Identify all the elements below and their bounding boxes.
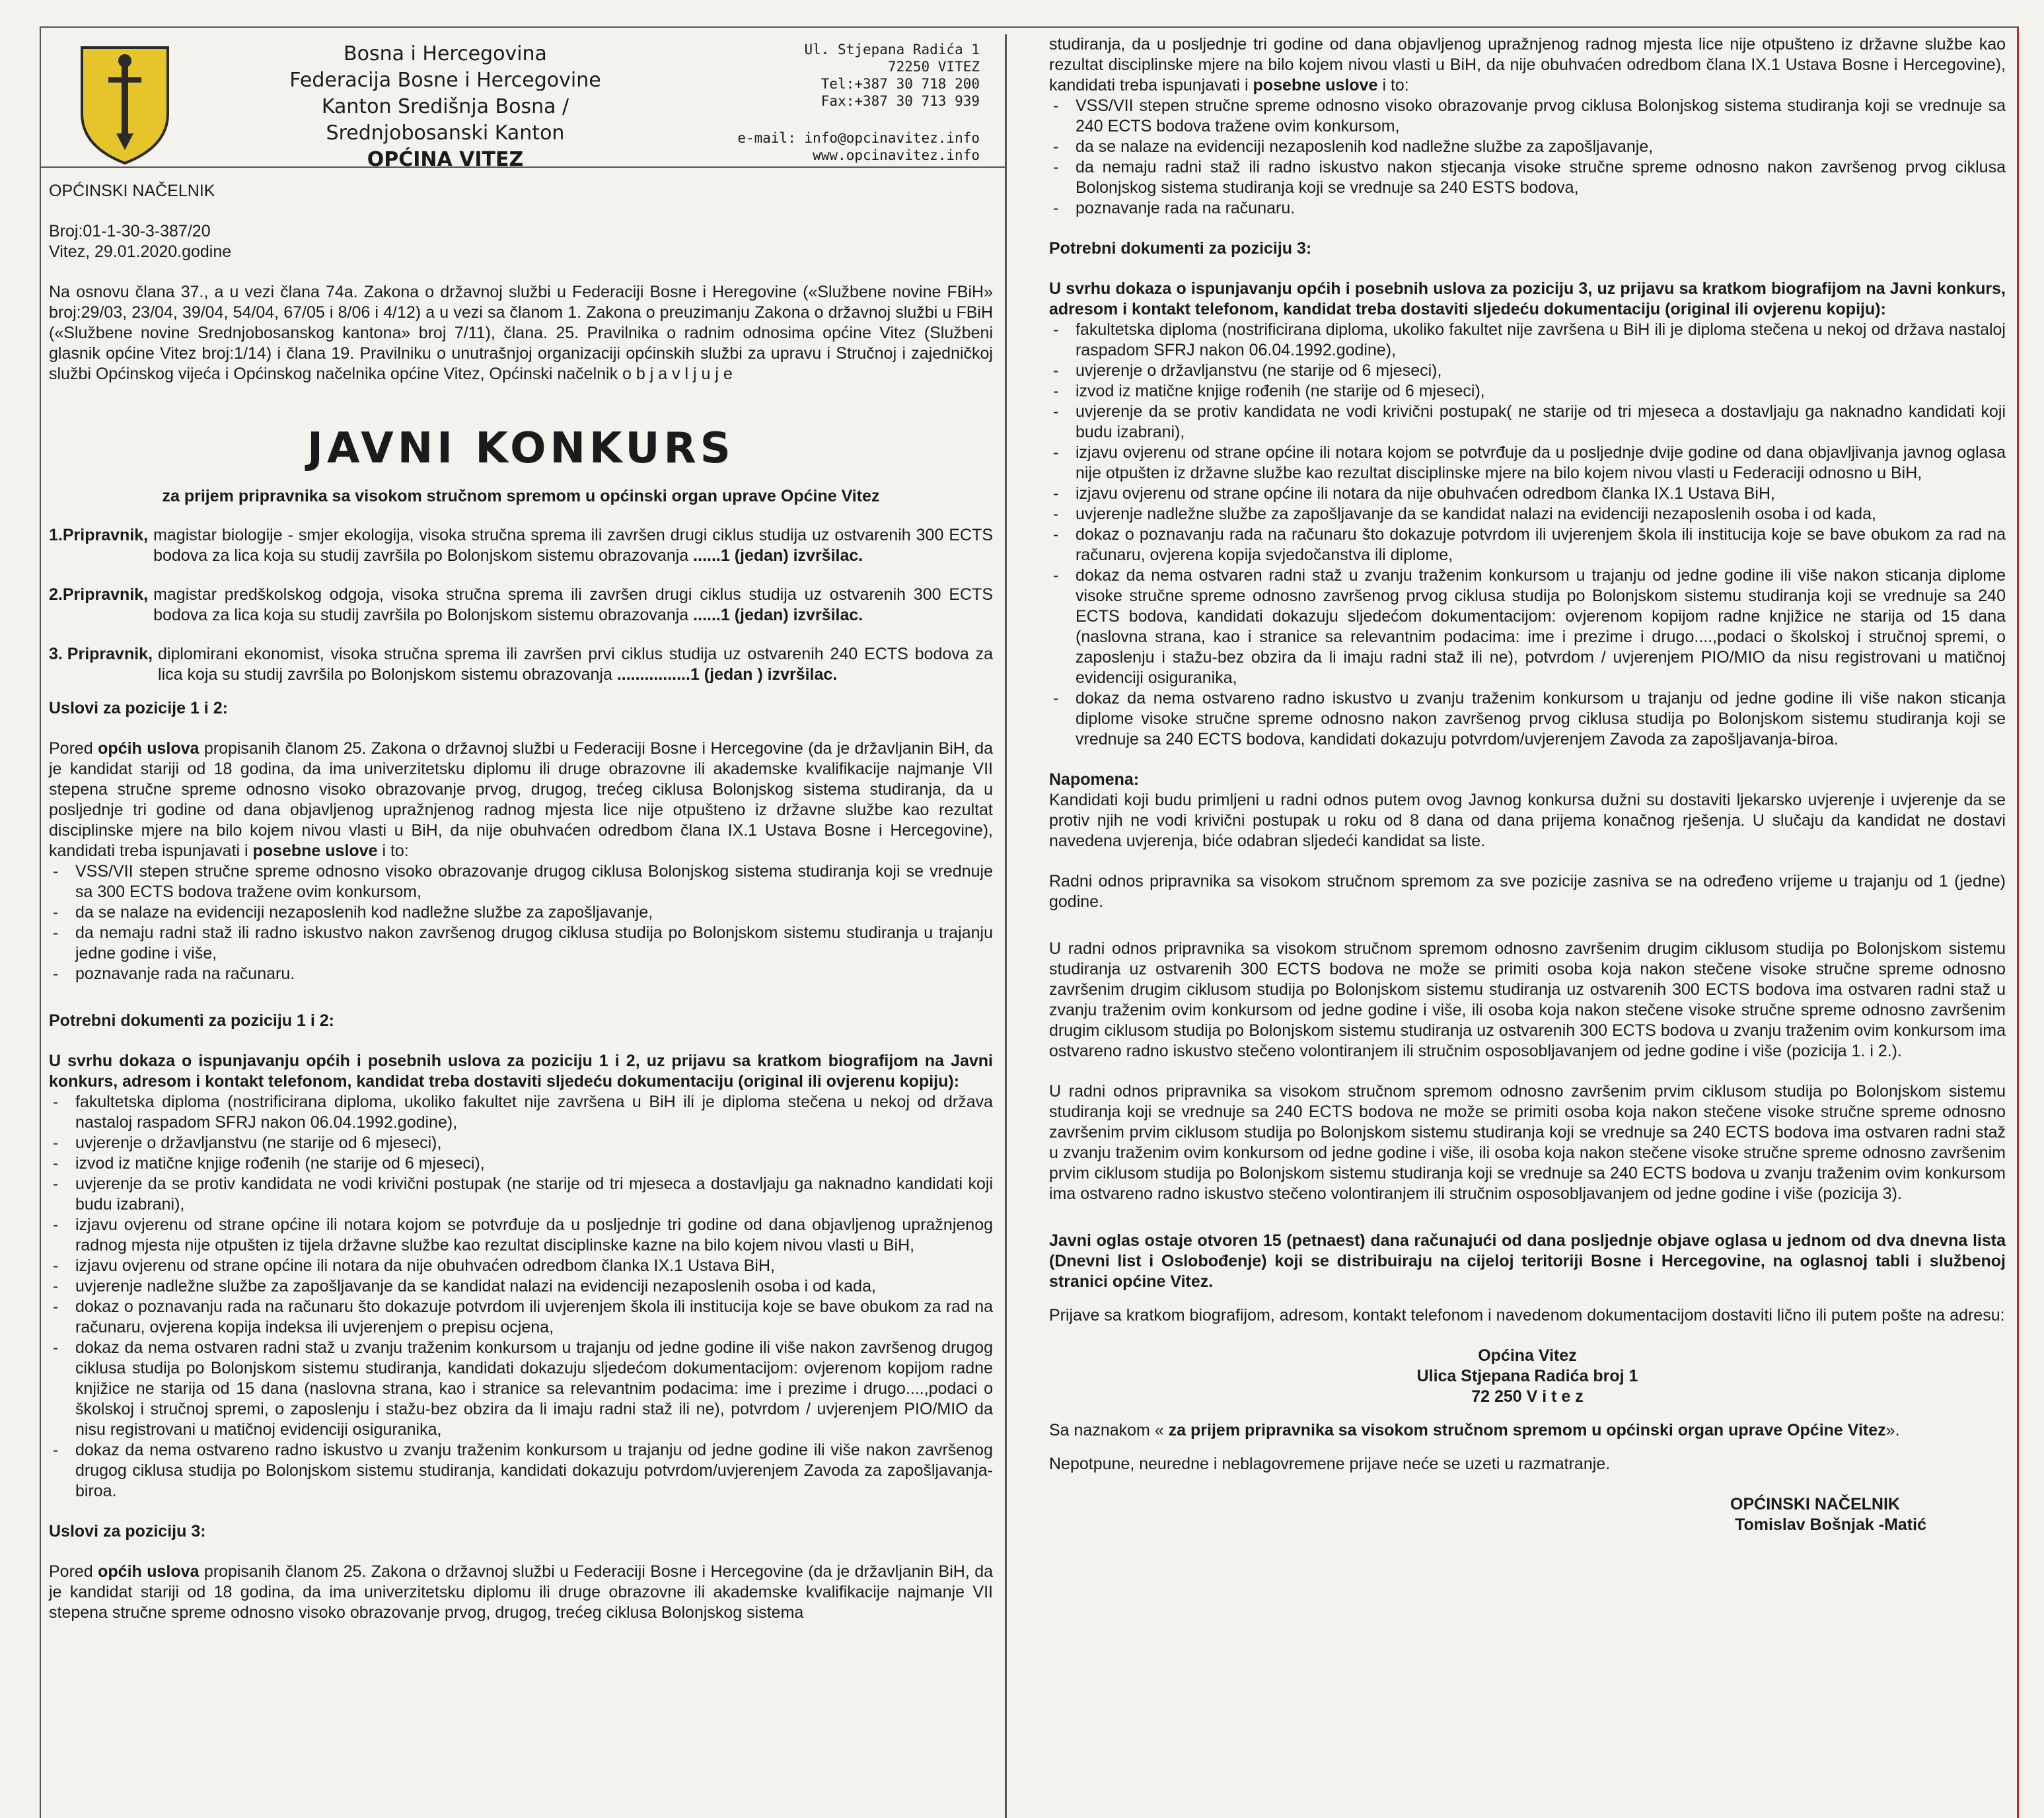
envelope-mark xyxy=(1049,1420,2006,1441)
intro-text: propisanih članom 25. Zakona o državnoj službi u Federaciji Bosne i Hercegovine (da je državljanin BiH, da je kandidat stariji od 18 godina, da ima univerzitetsku diplomu ili druge obrazovne ili akademske kvalifikacije najmanje VII stepena stručne spreme odnosno visoko obrazovanje prvog, drugog, trećeg ciklusa Bolonjskog sistema studiranja, da u posljednje tri godine od dana objavljenog upražnjenog radnog mjesta lice nije otpušteno iz državne službe kao rezultat disciplinske mjere na bilo kojem nivou vlasti u BiH, da nije obuhvaćen odredbom člana IX.1 Ustava Bosne i Hercegovine), kandidati treba ispunjavati i xyxy=(49,739,994,860)
position-item xyxy=(49,525,993,566)
preamble xyxy=(49,282,993,384)
preamble-text: Na osnovu člana 37., a u vezi člana 74a. Zakona o državnoj službi u Federaciji Bosne i Heregovine («Službene novine FBiH» broj:29/03, 23/04, 39/04, 54/04, 67/05 i 8/06 i 4/12) a u vezi sa članom 1. Zakona o preuzimanju Zakona o državnoj službi u FBiH («Službene novine Srednjobosanskog kantona» broj 7/11), člana. 25. Pravilnika o radnim odnosima općine Vitez (Službeni glasnik općine Vitez broj:1/14) i člana 19. Pravilniku o unutrašnjoj organizaciji općinskih službi za upravu i Stručnoj i zajedničkoj službi Općinskog vijeća i Općinskog načelnika općine Vitez, Općinski načelnik xyxy=(49,283,993,383)
municipality-name: OPĆINA VITEZ xyxy=(367,148,524,171)
incomplete-notice: Nepotpune, neuredne i neblagovremene prijave neće se uzeti u razmatranje. xyxy=(1049,1455,1611,1473)
position-count: ......1 (jedan) izvršilac. xyxy=(693,606,863,624)
intro-end: i to: xyxy=(1382,76,1409,94)
list-item: - izjavu ovjerenu od strane općine ili notara da nije obuhvaćen odredbom članka IX.1 Ustava BiH, xyxy=(1049,484,2006,504)
list-item: - da se nalaze na evidenciji nezaposlenih kod nadležne službe za zapošljavanje, xyxy=(1049,137,2006,157)
list-item: - uvjerenje o državljanstvu (ne starije od 6 mjeseci), xyxy=(1049,361,2006,381)
mark-prefix: Sa naznakom « xyxy=(1049,1421,1164,1439)
federation-line: Federacija Bosne i Hercegovine xyxy=(289,69,601,92)
documents-1-2-intro: U svrhu dokaza o ispunjavanju općih i posebnih uslova za poziciju 1 i 2, uz prijavu sa kratkom biografijom na Javni konkurs, adresom i kontakt telefonom, kandidat treba dostaviti sljedeću dokumentaciju (original ili ovjerenu kopiju): xyxy=(49,1052,993,1091)
contact-block xyxy=(737,41,980,164)
list-item: - dokaz o poznavanju rada na računaru što dokazuje potvrdom ili uvjerenjem škola ili institucija koje se bave obukom za rad na računaru, ovjerena kopija svjedočanstva ili diplome, xyxy=(1049,525,2006,565)
signature-title: OPĆINSKI NAČELNIK xyxy=(1730,1495,1900,1513)
position-count: ................1 (jedan ) izvršilac. xyxy=(616,665,838,684)
conditions-1-2-intro xyxy=(49,739,993,861)
list-item: - da se nalaze na evidenciji nezaposlenih kod nadležne službe za zapošljavanje, xyxy=(49,902,993,923)
intro-end: i to: xyxy=(382,842,409,860)
document-number: Broj:01-1-30-3-387/20 xyxy=(49,222,211,240)
email-link[interactable]: e-mail: info@opcinavitez.info xyxy=(737,130,980,146)
apply-paragraph: Prijave sa kratkom biografijom, adresom, kontakt telefonom i navedenom dokumentacijom dostaviti lično ili putem pošte na adresu: xyxy=(1049,1306,2005,1325)
position-label: 2.Pripravnik, xyxy=(49,585,149,604)
list-item: - da nemaju radni staž ili radno iskustvo nakon stjecanja visoke stručne spreme odnosno nakon završenog prvog ciklusa Bolonjskog sistema studiranja koji se vrednuje sa 240 ESTS bodova, xyxy=(1049,157,2006,198)
document-page xyxy=(40,26,2019,1818)
list-item: - izjavu ovjerenu od strane općine ili notara da nije obuhvaćen odredbom članka IX.1 Ustava BiH, xyxy=(49,1256,993,1276)
list-item: - izvod iz matične knjige rođenih (ne starije od 6 mjeseci), xyxy=(49,1153,993,1174)
mark-text: za prijem pripravnika sa visokom stručnom spremom u općinski organ uprave Općine Vitez xyxy=(1168,1421,1886,1439)
address-line: Ulica Stjepana Radića broj 1 xyxy=(1416,1367,1638,1385)
letterhead xyxy=(49,34,993,171)
conditions-3-intro xyxy=(49,1562,993,1623)
list-item: - dokaz da nema ostvaren radni staž u zvanju traženim konkursom u trajanju od jedne godine ili više nakon završenog drugog ciklusa studija po Bolonjskom sistemu studiranja, kandidati dokazuju sljedećom dokumentacijom: ovjerenom kopijom radne knjižice ne starija od 15 dana (naslovna strana, kao i stranice sa relevantnim podacima: ime i prezime i drugo....,podaci o školskoj i stručnoj spremi, o zaposlenju i stažu-bez obzira da li imaju radni staž ili ne), potvrdom / uvjerenjem PIO/MIO da nisu registrovani u matičnoj evidenciji osiguranika, xyxy=(49,1338,993,1440)
page-subtitle: za prijem pripravnika sa visokom stručnom spremom u općinski organ uprave Općine Vitez xyxy=(162,487,880,505)
position-text: magistar predškolskog odgoja, visoka stručna sprema ili završen drugi ciklus studija uz ostvarenih 300 ECTS bodova za lica koja su studij završila po Bolonjskom sistemu obrazovanja xyxy=(153,585,993,624)
list-item: - uvjerenje o državljanstvu (ne starije od 6 mjeseci), xyxy=(49,1133,993,1153)
note-text: Kandidati koji budu primljeni u radni odnos putem ovog Javnog konkursa dužni su dostaviti ljekarsko uvjerenje i uvjerenje da se protiv njih ne vodi krivični postupak u roku od 8 dana od dana prijema konačnog rješenja. U slučaju da kandidat ne dostavi navedena uvjerenja, biće odabran sljedeći kandidat sa liste. xyxy=(1049,791,2006,850)
intro-word: Pored xyxy=(49,1562,93,1581)
general-conditions-label: općih uslova xyxy=(98,1562,200,1581)
open-period-paragraph: Javni oglas ostaje otvoren 15 (petnaest) dana računajući od dana posljednje objave oglasa u jednom od dva dnevna lista (Dnevni list i Oslobođenje) koji se distribuiraju na cijeloj teritoriji Bosne i Hercegovine, na oglasnoj tabli i službenoj stranici općine Vitez. xyxy=(1049,1231,2006,1291)
mark-suffix: ». xyxy=(1885,1421,1900,1439)
list-item: - VSS/VII stepen stručne spreme odnosno visoko obrazovanje prvog ciklusa Bolonjskog sistema studiranja koji se vrednuje sa 240 ECTS bodova tražene ovim konkursom, xyxy=(1049,96,2006,137)
conditions-1-2-heading: Uslovi za pozicije 1 i 2: xyxy=(49,699,228,717)
restriction-300-paragraph: U radni odnos pripravnika sa visokom stručnom spremom odnosno završenim drugim ciklusom studija po Bolonjskom sistemu studiranja uz ostvarenih 300 ECTS bodova ne može se primiti osoba koja nakon stečene visoke stručne spreme odnosno završenim drugim ciklusom studija po Bolonjskom sistemu studiranja uz ostvarenih 300 ECTS bodova ima ostvaren radni staž u zvanju traženim ovim konkursom od jedne godine i više, ili osoba koja nakon stečene visoke stručne spreme odnosno završenim drugim ciklusom studija po Bolonjskom sistemu studiranja uz ostvarenih 300 ECTS bodova u zvanju traženim ovim konkursom ima ostvareno radno iskustvo stečeno volontiranjem ili stručnim osposobljavanjem od jedne godine i više (pozicija 1. i 2.). xyxy=(1049,939,2006,1060)
signature-name: Tomislav Bošnjak -Matić xyxy=(1735,1515,1926,1534)
conditions-3-list xyxy=(1049,96,2006,219)
address-line: Općina Vitez xyxy=(1478,1346,1577,1365)
document-date: Vitez, 29.01.2020.godine xyxy=(49,242,232,261)
documents-1-2-list xyxy=(49,1092,993,1502)
position-label: 1.Pripravnik, xyxy=(49,526,149,544)
duration-paragraph: Radni odnos pripravnika sa visokom stručnom spremom za sve pozicije zasniva se na određeno vrijeme u trajanju od 1 (jedne) godine. xyxy=(1049,872,2006,911)
restriction-240-paragraph: U radni odnos pripravnika sa visokom stručnom spremom odnosno završenim prvim ciklusom studija po Bolonjskom sistemu studiranja koji se vrednuje sa 240 ECTS bodova ne može se primiti osoba koja nakon stečene visoke stručne spreme odnosno završenim prvim ciklusom studija po Bolonjskom sistemu studiranja koji se vrednuje sa 240 ECTS bodova ima ostvaren radni staž u zvanju traženim ovim konkursom od jedne godine i više, ili osoba koja nakon stečene visoke stručne spreme odnosno završenim prvim ciklusom studija po Bolonjskom sistemu studiranja koji se vrednuje sa 240 ECTS bodova u zvanju traženim ovim konkursom ima ostvareno radno iskustvo stečeno volontiranjem ili stručnim osposobljavanjem od jedne godine i više (pozicija 3). xyxy=(1049,1082,2006,1203)
position-text: magistar biologije - smjer ekologija, visoka stručna sprema ili završen drugi ciklus studija uz ostvarenih 300 ECTS bodova za lica koja su studij završila po Bolonjskom sistemu obrazovanja xyxy=(153,526,993,565)
list-item: - izvod iz matične knjige rođenih (ne starije od 6 mjeseci), xyxy=(1049,381,2006,402)
postal-address: 72250 VITEZ xyxy=(887,59,980,75)
continued-text: studiranja, da u posljednje tri godine od dana objavljenog upražnjenog radnog mjesta lice nije otpušteno iz državne službe kao rezultat disciplinske mjere na bilo kojem nivou vlasti u BiH, da nije obuhvaćen odredbom člana IX.1 Ustava Bosne i Hercegovine), kandidati treba ispunjavati i xyxy=(1049,35,2006,94)
special-conditions-label: posebne uslove xyxy=(252,842,378,860)
address-line: 72 250 V i t e z xyxy=(1471,1387,1584,1406)
list-item: - izjavu ovjerenu od strane općine ili notara kojom se potvrđuje da u posljednje dvije godine od dana objavljivanja javnog oglasa nije otpušten iz državne službe kao rezultat disciplinske mjere na bilo kojem nivou vlasti u Federaciji odnosno u BiH, xyxy=(1049,443,2006,484)
conditions-3-heading: Uslovi za poziciju 3: xyxy=(49,1522,206,1541)
country-line: Bosna i Hercegovina xyxy=(344,42,547,65)
municipality-crest-icon xyxy=(75,41,174,166)
website-link[interactable]: www.opcinavitez.info xyxy=(813,147,980,163)
special-conditions-label: posebne uslove xyxy=(1253,76,1378,94)
note-heading: Napomena: xyxy=(1049,770,1140,789)
list-item: - dokaz da nema ostvareno radno iskustvo u zvanju traženim konkursom u trajanju od jedne godine ili više nakon završenog drugog ciklusa studija po Bolonjskom sistemu studiranja, kandidati dokazuju potvrdom/uvjerenjem Zavoda za zapošljavanja-biroa. xyxy=(49,1440,993,1502)
phone-number: Tel:+387 30 718 200 xyxy=(821,76,980,92)
left-column xyxy=(41,34,1007,1818)
list-item: - uvjerenje nadležne službe za zapošljavanje da se kandidat nalazi na evidenciji nezaposlenih osoba i od kada, xyxy=(49,1276,993,1297)
documents-3-list xyxy=(1049,320,2006,750)
intro-word: Pored xyxy=(49,739,93,758)
mailing-address xyxy=(1049,1346,2006,1407)
general-conditions-label: općih uslova xyxy=(98,739,200,758)
list-item: - VSS/VII stepen stručne spreme odnosno visoko obrazovanje drugog ciklusa Bolonjskog sistema studiranja koji se vrednuje sa 300 ECTS bodova tražene ovim konkursom, xyxy=(49,861,993,902)
list-item: - dokaz o poznavanju rada na računaru što dokazuje potvrdom ili uvjerenjem škola ili institucija koje se bave obukom za rad na računaru, ovjerena kopija indeksa ili uvjerenjem o prepisu ocjena, xyxy=(49,1297,993,1338)
list-item: - dokaz da nema ostvaren radni staž u zvanju traženim konkursom u trajanju od jedne godine ili više nakon sticanja diplome visoke stručne spreme odnosno završenog prvog ciklusa studija po Bolonjskom sistemu studiranja koji se vrednuje sa 240 ECTS bodova, kandidati dokazuju sljedećom dokumentacijom: ovjerenom kopijom radne knjižice ne starija od 15 dana (naslovna strana, kao i stranice sa relevantnim podacima: ime i prezime i drugo....,podaci o školskoj i stručnoj spremi, o zaposlenju i stažu-bez obzira da li imaju radni staž ili ne), potvrdom / uvjerenjem PIO/MIO da nisu registrovani u matičnoj evidenciji osiguranika, xyxy=(1049,565,2006,688)
conditions-1-2-list xyxy=(49,861,993,984)
position-item xyxy=(49,585,993,626)
issuer-label: OPĆINSKI NAČELNIK xyxy=(49,182,215,200)
list-item: - fakultetska diploma (nostrificirana diploma, ukoliko fakultet nije završena u BiH ili je diploma stečena u nekoj od država nastaloj raspadom SFRJ nakon 06.04.1992.godine), xyxy=(1049,320,2006,361)
documents-3-heading: Potrebni dokumenti za poziciju 3: xyxy=(1049,239,1312,258)
position-label: 3. Pripravnik, xyxy=(49,645,153,663)
list-item: - poznavanje rada na računaru. xyxy=(49,964,993,984)
fax-number: Fax:+387 30 713 939 xyxy=(821,93,980,109)
documents-3-intro: U svrhu dokaza o ispunjavanju općih i posebnih uslova za poziciju 3, uz prijavu sa kratkom biografijom na Javni konkurs, adresom i kontakt telefonom, kandidat treba dostaviti sljedeću dokumentaciju (original ili ovjerenu kopiju): xyxy=(1049,279,2006,318)
page-title: JAVNI KONKURS xyxy=(307,424,735,473)
list-item: - uvjerenje nadležne službe za zapošljavanje da se kandidat nalazi na evidenciji nezaposlenih osoba i od kada, xyxy=(1049,504,2006,525)
list-item: - uvjerenje da se protiv kandidata ne vodi krivični postupak( ne starije od tri mjeseca a dostavljaju ga naknadno kandidati koji budu izabrani), xyxy=(1049,402,2006,443)
list-item: - izjavu ovjerenu od strane općine ili notara kojom se potvrđuje da u posljednje tri godine od dana objavljenog upražnjenog radnog mjesta nije otpušten iz tijela državne službe kao rezultat disciplinske kazne na bilo kojem nivou vlasti u BiH, xyxy=(49,1215,993,1256)
letterhead-title xyxy=(247,41,643,173)
position-count: ......1 (jedan) izvršilac. xyxy=(693,546,863,565)
position-text: diplomirani ekonomist, visoka stručna sprema ili završen prvi ciklus studija uz ostvarenih 240 ECTS bodova za lica koja su studij završila po Bolonjskom sistemu obrazovanja xyxy=(158,645,993,684)
street-address: Ul. Stjepana Radića 1 xyxy=(804,42,980,57)
position-item xyxy=(49,644,993,685)
list-item: - poznavanje rada na računaru. xyxy=(1049,198,2006,219)
canton-line: Kanton Središnja Bosna / Srednjobosanski Kanton xyxy=(321,95,569,145)
preamble-announce: o b j a v l j u j e xyxy=(622,365,733,383)
intro-text: propisanih članom 25. Zakona o državnoj službi u Federaciji Bosne i Hercegovine (da je državljanin BiH, da je kandidat stariji od 18 godina, da ima univerzitetsku diplomu ili druge obrazovne ili akademske kvalifikacije najmanje VII stepena stručne spreme odnosno visoko obrazovanje prvog, drugog, trećeg ciklusa Bolonjskog sistema xyxy=(49,1562,994,1622)
right-column xyxy=(1009,34,2019,1818)
list-item: - da nemaju radni staž ili radno iskustvo nakon završenog drugog ciklusa studija po Bolonjskom sistemu studiranja u trajanju jedne godine i više, xyxy=(49,923,993,964)
list-item: - dokaz da nema ostvareno radno iskustvo u zvanju traženim konkursom u trajanju od jedne godine ili više nakon sticanja diplome visoke stručne spreme odnosno nakon završenog prvog ciklusa studija po Bolonjskom sistemu studiranja koji se vrednuje sa 240 ECTS bodova, kandidati dokazuju potvrdom/uvjerenjem Zavoda za zapošljavanja-biroa. xyxy=(1049,688,2006,750)
list-item: - uvjerenje da se protiv kandidata ne vodi krivični postupak (ne starije od tri mjeseca a dostavljaju ga naknadno kandidati koji budu izabrani), xyxy=(49,1174,993,1215)
documents-1-2-heading: Potrebni dokumenti za poziciju 1 i 2: xyxy=(49,1011,334,1030)
list-item: - fakultetska diploma (nostrificirana diploma, ukoliko fakultet nije završena u BiH ili je diploma stečena u nekoj od država nastaloj raspadom SFRJ nakon 06.04.1992.godine), xyxy=(49,1092,993,1133)
conditions-3-continued xyxy=(1049,34,2006,96)
